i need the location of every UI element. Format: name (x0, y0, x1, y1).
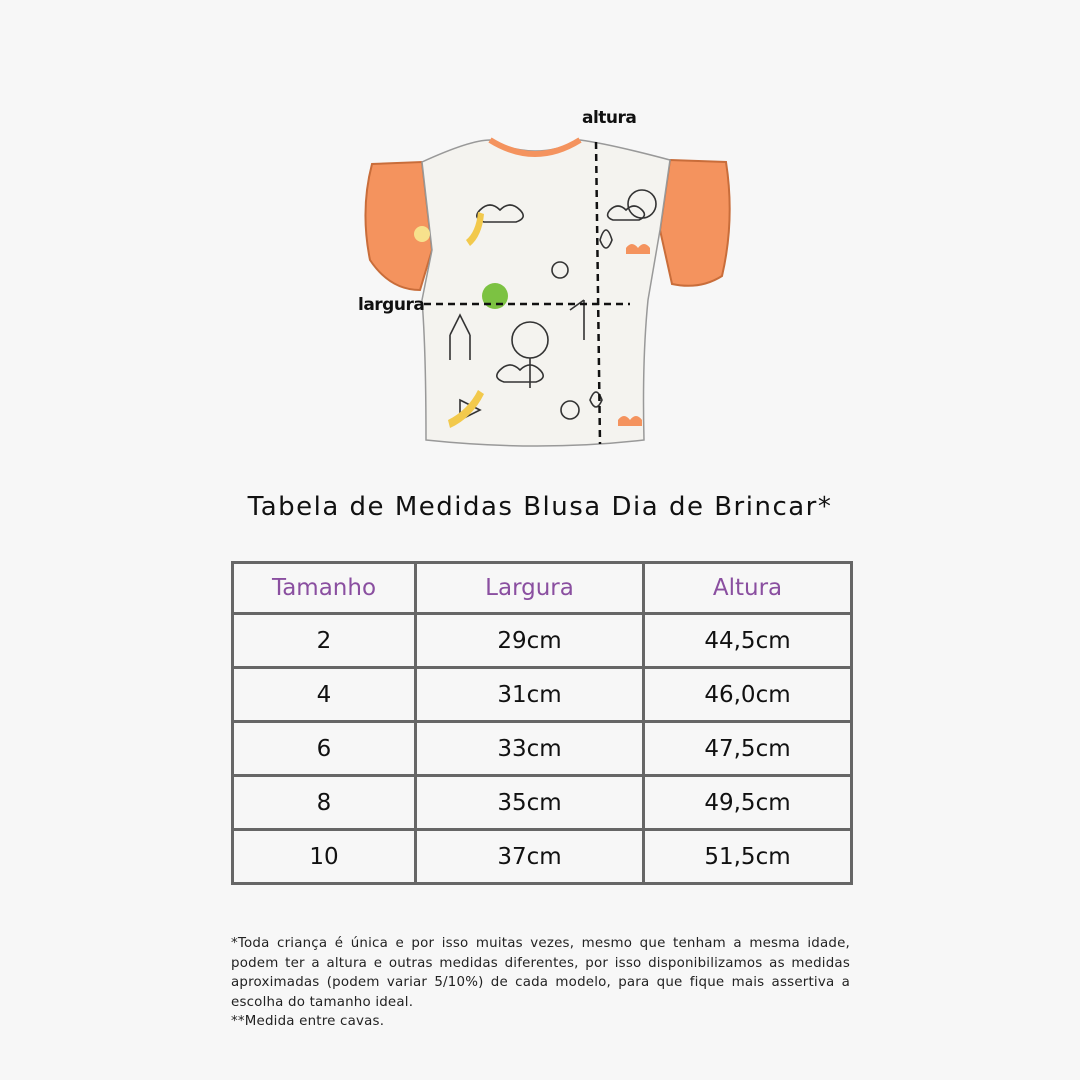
table-row (233, 776, 852, 830)
cell-height: 44,5cm (644, 614, 852, 668)
header-altura: Altura (644, 563, 852, 614)
header-largura: Largura (416, 563, 644, 614)
cell-width: 37cm (416, 830, 644, 884)
table-row (233, 668, 852, 722)
page-title: Tabela de Medidas Blusa Dia de Brincar* (247, 492, 833, 522)
cell-size: 8 (233, 776, 416, 830)
cell-width: 33cm (416, 722, 644, 776)
footnote-disclaimer: *Toda criança é única e por isso muitas vezes, mesmo que tenham a mesma idade, podem ter a altura e outras medidas diferentes, por isso disponibilizamos as medidas aproximadas (podem variar 5/10%) de cada modelo, para que fique mais assertiva a escolha do tamanho ideal. (231, 936, 850, 1010)
table-row (233, 614, 852, 668)
cell-height: 47,5cm (644, 722, 852, 776)
yellow-sun (414, 226, 430, 242)
table-row (233, 830, 852, 884)
cell-height: 49,5cm (644, 776, 852, 830)
blouse-image (330, 100, 750, 470)
cell-size: 2 (233, 614, 416, 668)
footnote (231, 934, 850, 1032)
table-row (233, 722, 852, 776)
height-label: altura (582, 108, 637, 128)
cell-height: 46,0cm (644, 668, 852, 722)
cell-height: 51,5cm (644, 830, 852, 884)
cell-width: 35cm (416, 776, 644, 830)
left-sleeve (365, 162, 432, 290)
cell-width: 29cm (416, 614, 644, 668)
cell-size: 4 (233, 668, 416, 722)
cell-size: 10 (233, 830, 416, 884)
header-tamanho: Tamanho (233, 563, 416, 614)
table-header-row (233, 563, 852, 614)
cell-size: 6 (233, 722, 416, 776)
size-table (231, 561, 853, 885)
width-label: largura (358, 295, 425, 315)
right-sleeve (660, 160, 730, 286)
footnote-measure: **Medida entre cavas. (231, 1014, 385, 1030)
cell-width: 31cm (416, 668, 644, 722)
